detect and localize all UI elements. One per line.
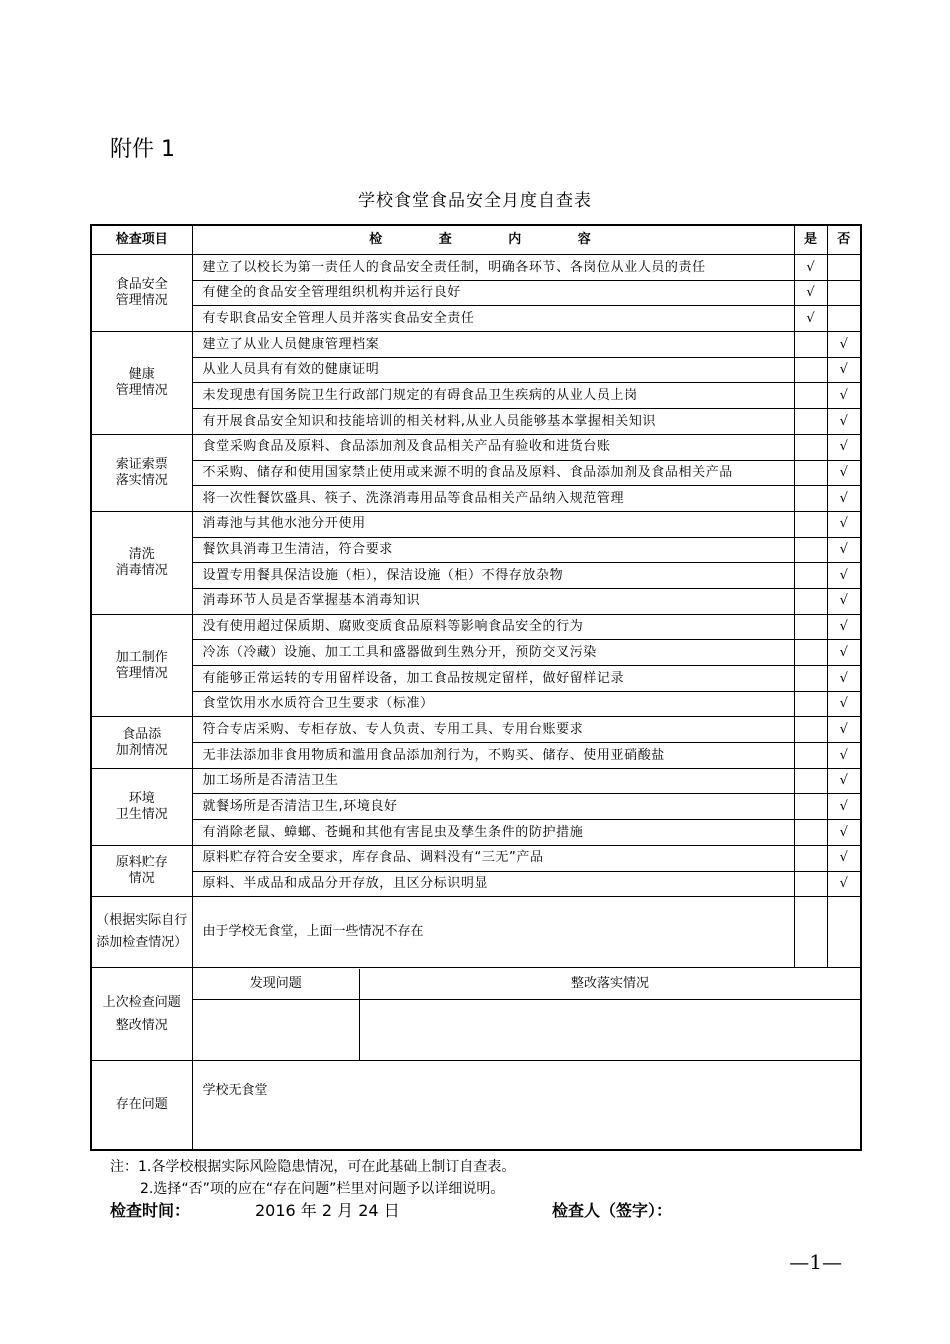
table-row xyxy=(91,717,861,743)
no-mark: √ xyxy=(827,588,861,614)
inspector-label: 检查人（签字）： xyxy=(552,1201,673,1220)
no-mark: √ xyxy=(827,743,861,769)
table-row xyxy=(91,434,861,460)
yes-mark xyxy=(794,845,827,871)
check-item-text: 消毒环节人员是否掌握基本消毒知识 xyxy=(192,588,794,614)
section-category: 健康 管理情况 xyxy=(91,332,192,435)
custom-check-category: （根据实际自行添加检查情况） xyxy=(91,897,192,968)
table-row xyxy=(91,743,861,769)
no-mark: √ xyxy=(827,511,861,537)
header-no: 否 xyxy=(827,225,861,255)
section-category: 加工制作 管理情况 xyxy=(91,614,192,717)
table-row xyxy=(91,460,861,486)
no-mark: √ xyxy=(827,717,861,743)
no-mark: √ xyxy=(827,871,861,897)
section-category: 环境 卫生情况 xyxy=(91,768,192,845)
table-row xyxy=(91,691,861,717)
note-1: 注：1.各学校根据实际风险隐患情况，可在此基础上制订自查表。 xyxy=(110,1159,516,1175)
last-check-category: 上次检查问题整改情况 xyxy=(91,968,192,1061)
rectify-status-cell xyxy=(360,999,861,1060)
section-category: 索证索票 落实情况 xyxy=(91,434,192,511)
table-row xyxy=(91,794,861,820)
inspection-date: 2016 年 2 月 24 日 xyxy=(255,1201,400,1220)
no-mark: √ xyxy=(827,845,861,871)
yes-mark xyxy=(794,486,827,512)
yes-mark: √ xyxy=(794,280,827,306)
yes-mark xyxy=(794,614,827,640)
yes-mark xyxy=(794,537,827,563)
yes-mark xyxy=(794,871,827,897)
no-mark xyxy=(827,306,861,332)
yes-mark: √ xyxy=(794,255,827,281)
check-item-text: 冷冻（冷藏）设施、加工工具和盛器做到生熟分开，预防交叉污染 xyxy=(192,640,794,666)
no-mark xyxy=(827,255,861,281)
yes-mark xyxy=(794,332,827,358)
yes-mark xyxy=(794,717,827,743)
table-row xyxy=(91,409,861,435)
no-mark: √ xyxy=(827,614,861,640)
last-check-row xyxy=(91,968,861,1061)
check-item-text: 建立了从业人员健康管理档案 xyxy=(192,332,794,358)
no-mark: √ xyxy=(827,537,861,563)
check-item-text: 餐饮具消毒卫生清洁，符合要求 xyxy=(192,537,794,563)
no-mark: √ xyxy=(827,332,861,358)
header-yes: 是 xyxy=(794,225,827,255)
issues-row xyxy=(91,1061,861,1151)
notes xyxy=(110,1156,515,1200)
rectify-status-header: 整改落实情况 xyxy=(360,969,861,1000)
check-item-text: 有专职食品安全管理人员并落实食品安全责任 xyxy=(192,306,794,332)
yes-mark xyxy=(794,794,827,820)
last-check-subtable xyxy=(193,969,861,1060)
table-row xyxy=(91,820,861,846)
no-mark: √ xyxy=(827,666,861,692)
table-row xyxy=(91,383,861,409)
yes-mark xyxy=(794,434,827,460)
check-item-text: 原料贮存符合安全要求，库存食品、调料没有“三无”产品 xyxy=(192,845,794,871)
check-item-text: 符合专店采购、专柜存放、专人负责、专用工具、专用台账要求 xyxy=(192,717,794,743)
custom-no-cell xyxy=(827,897,861,968)
section-category: 清洗 消毒情况 xyxy=(91,511,192,614)
check-item-text: 设置专用餐具保洁设施（柜），保洁设施（柜）不得存放杂物 xyxy=(192,563,794,589)
table-row xyxy=(91,614,861,640)
table-row xyxy=(91,511,861,537)
header-category: 检查项目 xyxy=(91,225,192,255)
table-row xyxy=(91,486,861,512)
section-category: 食品安全 管理情况 xyxy=(91,255,192,332)
check-item-text: 不采购、储存和使用国家禁止使用或来源不明的食品及原料、食品添加剂及食品相关产品 xyxy=(192,460,794,486)
check-item-text: 从业人员具有有效的健康证明 xyxy=(192,357,794,383)
attachment-label: 附件 1 xyxy=(110,137,175,162)
yes-mark xyxy=(794,460,827,486)
no-mark xyxy=(827,280,861,306)
header-content: 检 查 内 容 xyxy=(192,225,794,255)
found-issue-header: 发现问题 xyxy=(193,969,360,1000)
no-mark: √ xyxy=(827,563,861,589)
no-mark: √ xyxy=(827,640,861,666)
check-item-text: 有消除老鼠、蟑螂、苍蝇和其他有害昆虫及孳生条件的防护措施 xyxy=(192,820,794,846)
custom-check-row xyxy=(91,897,861,968)
check-item-text: 食堂饮用水水质符合卫生要求（标准） xyxy=(192,691,794,717)
check-item-text: 建立了以校长为第一责任人的食品安全责任制，明确各环节、各岗位从业人员的责任 xyxy=(192,255,794,281)
table-row xyxy=(91,845,861,871)
no-mark: √ xyxy=(827,409,861,435)
no-mark: √ xyxy=(827,768,861,794)
yes-mark xyxy=(794,743,827,769)
yes-mark xyxy=(794,768,827,794)
no-mark: √ xyxy=(827,820,861,846)
inspection-time-label: 检查时间： xyxy=(110,1201,191,1220)
yes-mark: √ xyxy=(794,306,827,332)
custom-yes-cell xyxy=(794,897,827,968)
yes-mark xyxy=(794,357,827,383)
table-row xyxy=(91,537,861,563)
table-row xyxy=(91,563,861,589)
yes-mark xyxy=(794,409,827,435)
table-row xyxy=(91,280,861,306)
last-check-header-row xyxy=(193,969,861,1000)
section-category: 食品添 加剂情况 xyxy=(91,717,192,768)
section-category: 原料贮存 情况 xyxy=(91,845,192,896)
yes-mark xyxy=(794,588,827,614)
check-item-text: 原料、半成品和成品分开存放，且区分标识明显 xyxy=(192,871,794,897)
no-mark: √ xyxy=(827,434,861,460)
page-title: 学校食堂食品安全月度自查表 xyxy=(358,191,592,211)
last-check-cell xyxy=(192,968,861,1061)
issues-category: 存在问题 xyxy=(91,1061,192,1151)
table-row xyxy=(91,666,861,692)
table-row xyxy=(91,588,861,614)
yes-mark xyxy=(794,511,827,537)
check-item-text: 有健全的食品安全管理组织机构并运行良好 xyxy=(192,280,794,306)
yes-mark xyxy=(794,666,827,692)
custom-check-content: 由于学校无食堂，上面一些情况不存在 xyxy=(192,897,794,968)
table-row xyxy=(91,640,861,666)
yes-mark xyxy=(794,383,827,409)
last-check-body-row xyxy=(193,999,861,1060)
check-item-text: 无非法添加非食用物质和滥用食品添加剂行为，不购买、储存、使用亚硝酸盐 xyxy=(192,743,794,769)
table-row xyxy=(91,357,861,383)
check-item-text: 有开展食品安全知识和技能培训的相关材料,从业人员能够基本掌握相关知识 xyxy=(192,409,794,435)
check-item-text: 没有使用超过保质期、腐败变质食品原料等影响食品安全的行为 xyxy=(192,614,794,640)
no-mark: √ xyxy=(827,357,861,383)
self-inspection-table xyxy=(90,224,862,1151)
issues-content: 学校无食堂 xyxy=(192,1061,861,1151)
check-item-text: 加工场所是否清洁卫生 xyxy=(192,768,794,794)
yes-mark xyxy=(794,640,827,666)
check-item-text: 有能够正常运转的专用留样设备，加工食品按规定留样，做好留样记录 xyxy=(192,666,794,692)
yes-mark xyxy=(794,691,827,717)
no-mark: √ xyxy=(827,691,861,717)
check-item-text: 就餐场所是否清洁卫生,环境良好 xyxy=(192,794,794,820)
no-mark: √ xyxy=(827,486,861,512)
found-issue-cell xyxy=(193,999,360,1060)
check-item-text: 食堂采购食品及原料、食品添加剂及食品相关产品有验收和进货台账 xyxy=(192,434,794,460)
table-row xyxy=(91,768,861,794)
no-mark: √ xyxy=(827,383,861,409)
table-row xyxy=(91,255,861,281)
page-number: —1— xyxy=(789,1250,842,1274)
table-header-row xyxy=(91,225,861,255)
table-row xyxy=(91,871,861,897)
no-mark: √ xyxy=(827,460,861,486)
yes-mark xyxy=(794,563,827,589)
check-item-text: 未发现患有国务院卫生行政部门规定的有碍食品卫生疾病的从业人员上岗 xyxy=(192,383,794,409)
check-item-text: 将一次性餐饮盛具、筷子、洗涤消毒用品等食品相关产品纳入规范管理 xyxy=(192,486,794,512)
note-2: 2.选择“否”项的应在“存在问题”栏里对问题予以详细说明。 xyxy=(140,1181,505,1197)
table-row xyxy=(91,332,861,358)
no-mark: √ xyxy=(827,794,861,820)
table-row xyxy=(91,306,861,332)
yes-mark xyxy=(794,820,827,846)
check-item-text: 消毒池与其他水池分开使用 xyxy=(192,511,794,537)
